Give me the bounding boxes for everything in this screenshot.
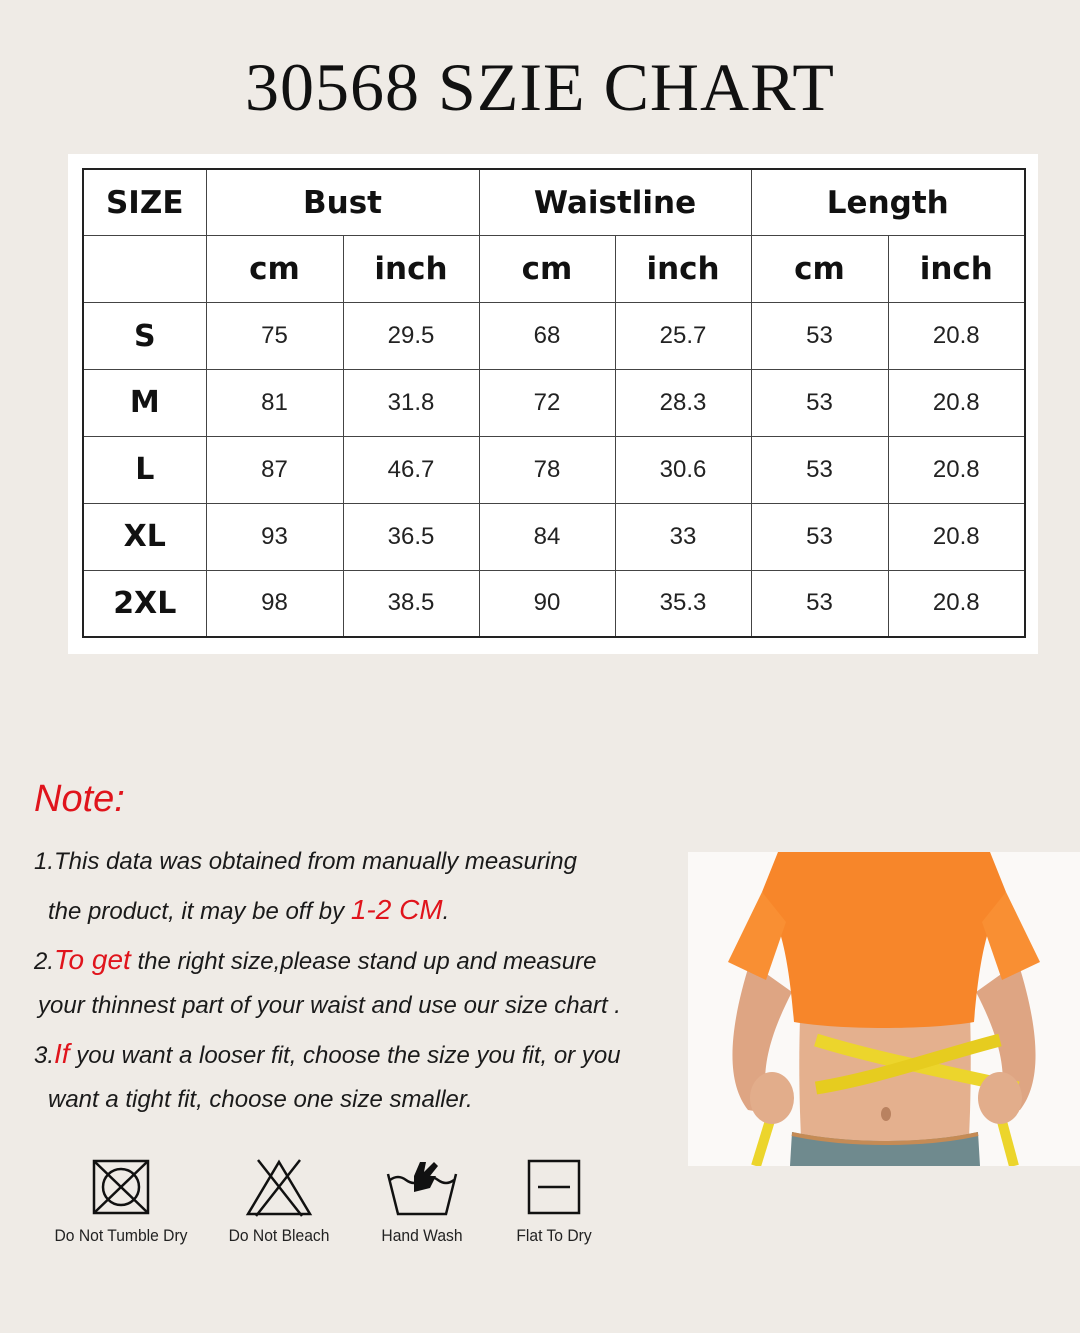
table-row <box>83 503 1025 570</box>
size-header: SIZE <box>83 169 206 236</box>
value-cell: 20.8 <box>888 503 1025 570</box>
value-cell: 72 <box>479 370 615 437</box>
group-header-row <box>83 169 1025 236</box>
flat-to-dry-icon <box>526 1158 582 1216</box>
size-cell: M <box>83 370 206 437</box>
group-header-waistline: Waistline <box>479 169 751 236</box>
value-cell: 90 <box>479 570 615 637</box>
value-cell: 20.8 <box>888 570 1025 637</box>
care-label: Do Not Bleach <box>228 1226 330 1245</box>
note-line-2a <box>34 944 596 976</box>
page-title: 30568 SZIE CHART <box>245 49 835 125</box>
note-highlight: 1-2 CM <box>350 894 443 925</box>
care-flat-to-dry <box>504 1158 604 1246</box>
do-not-tumble-dry-icon <box>91 1158 151 1216</box>
waist-measuring-illustration <box>688 852 1080 1166</box>
value-cell: 31.8 <box>343 370 479 437</box>
waist-measuring-photo <box>688 852 1080 1166</box>
value-cell: 53 <box>751 436 888 503</box>
size-cell: S <box>83 303 206 370</box>
note-line-1b <box>48 894 449 926</box>
size-cell: XL <box>83 503 206 570</box>
value-cell: 25.7 <box>615 303 751 370</box>
value-cell: 53 <box>751 503 888 570</box>
note-line-1a: 1.This data was obtained from manually measuring <box>34 848 577 875</box>
value-cell: 46.7 <box>343 436 479 503</box>
note-text: . <box>442 898 450 925</box>
value-cell: 35.3 <box>615 570 751 637</box>
table-row <box>83 570 1025 637</box>
value-cell: 38.5 <box>343 570 479 637</box>
value-cell: 98 <box>206 570 343 637</box>
note-line-3a <box>34 1038 621 1070</box>
group-header-bust: Bust <box>206 169 479 236</box>
table-row <box>83 370 1025 437</box>
value-cell: 28.3 <box>615 370 751 437</box>
note-line-2b: your thinnest part of your waist and use our size chart . <box>38 992 621 1019</box>
value-cell: 20.8 <box>888 436 1025 503</box>
table-row <box>83 303 1025 370</box>
value-cell: 53 <box>751 303 888 370</box>
value-cell: 33 <box>615 503 751 570</box>
care-label: Flat To Dry <box>516 1226 592 1245</box>
value-cell: 20.8 <box>888 303 1025 370</box>
care-hand-wash <box>366 1158 478 1246</box>
size-cell: L <box>83 436 206 503</box>
note-highlight: To get <box>54 944 131 975</box>
care-do-not-tumble-dry <box>48 1158 194 1246</box>
value-cell: 93 <box>206 503 343 570</box>
care-label: Hand Wash <box>381 1226 463 1245</box>
value-cell: 36.5 <box>343 503 479 570</box>
value-cell: 53 <box>751 570 888 637</box>
note-text: the right size,please stand up and measure <box>130 948 597 975</box>
unit-header: cm <box>206 236 343 303</box>
unit-header: cm <box>479 236 615 303</box>
note-heading: Note: <box>34 778 125 820</box>
note-text: 3. <box>34 1042 55 1069</box>
value-cell: 53 <box>751 370 888 437</box>
unit-header-blank <box>83 236 206 303</box>
size-cell: 2XL <box>83 570 206 637</box>
size-chart-panel <box>68 154 1038 654</box>
unit-header: inch <box>615 236 751 303</box>
value-cell: 29.5 <box>343 303 479 370</box>
value-cell: 81 <box>206 370 343 437</box>
value-cell: 84 <box>479 503 615 570</box>
value-cell: 78 <box>479 436 615 503</box>
unit-header: inch <box>343 236 479 303</box>
size-chart-table <box>82 168 1026 638</box>
note-text: you want a looser fit, choose the size you fit, or you <box>69 1042 621 1069</box>
care-do-not-bleach <box>214 1158 344 1246</box>
note-text: the product, it may be off by <box>48 898 351 925</box>
note-line-3b: want a tight fit, choose one size smaller. <box>48 1086 473 1113</box>
value-cell: 75 <box>206 303 343 370</box>
unit-header: inch <box>888 236 1025 303</box>
unit-header-row <box>83 236 1025 303</box>
unit-header: cm <box>751 236 888 303</box>
group-header-length: Length <box>751 169 1025 236</box>
note-text: 2. <box>34 948 55 975</box>
value-cell: 20.8 <box>888 370 1025 437</box>
do-not-bleach-icon <box>244 1158 314 1218</box>
value-cell: 68 <box>479 303 615 370</box>
hand-wash-icon <box>384 1158 460 1218</box>
value-cell: 87 <box>206 436 343 503</box>
table-row <box>83 436 1025 503</box>
care-label: Do Not Tumble Dry <box>54 1226 188 1245</box>
value-cell: 30.6 <box>615 436 751 503</box>
note-highlight: If <box>54 1038 70 1069</box>
